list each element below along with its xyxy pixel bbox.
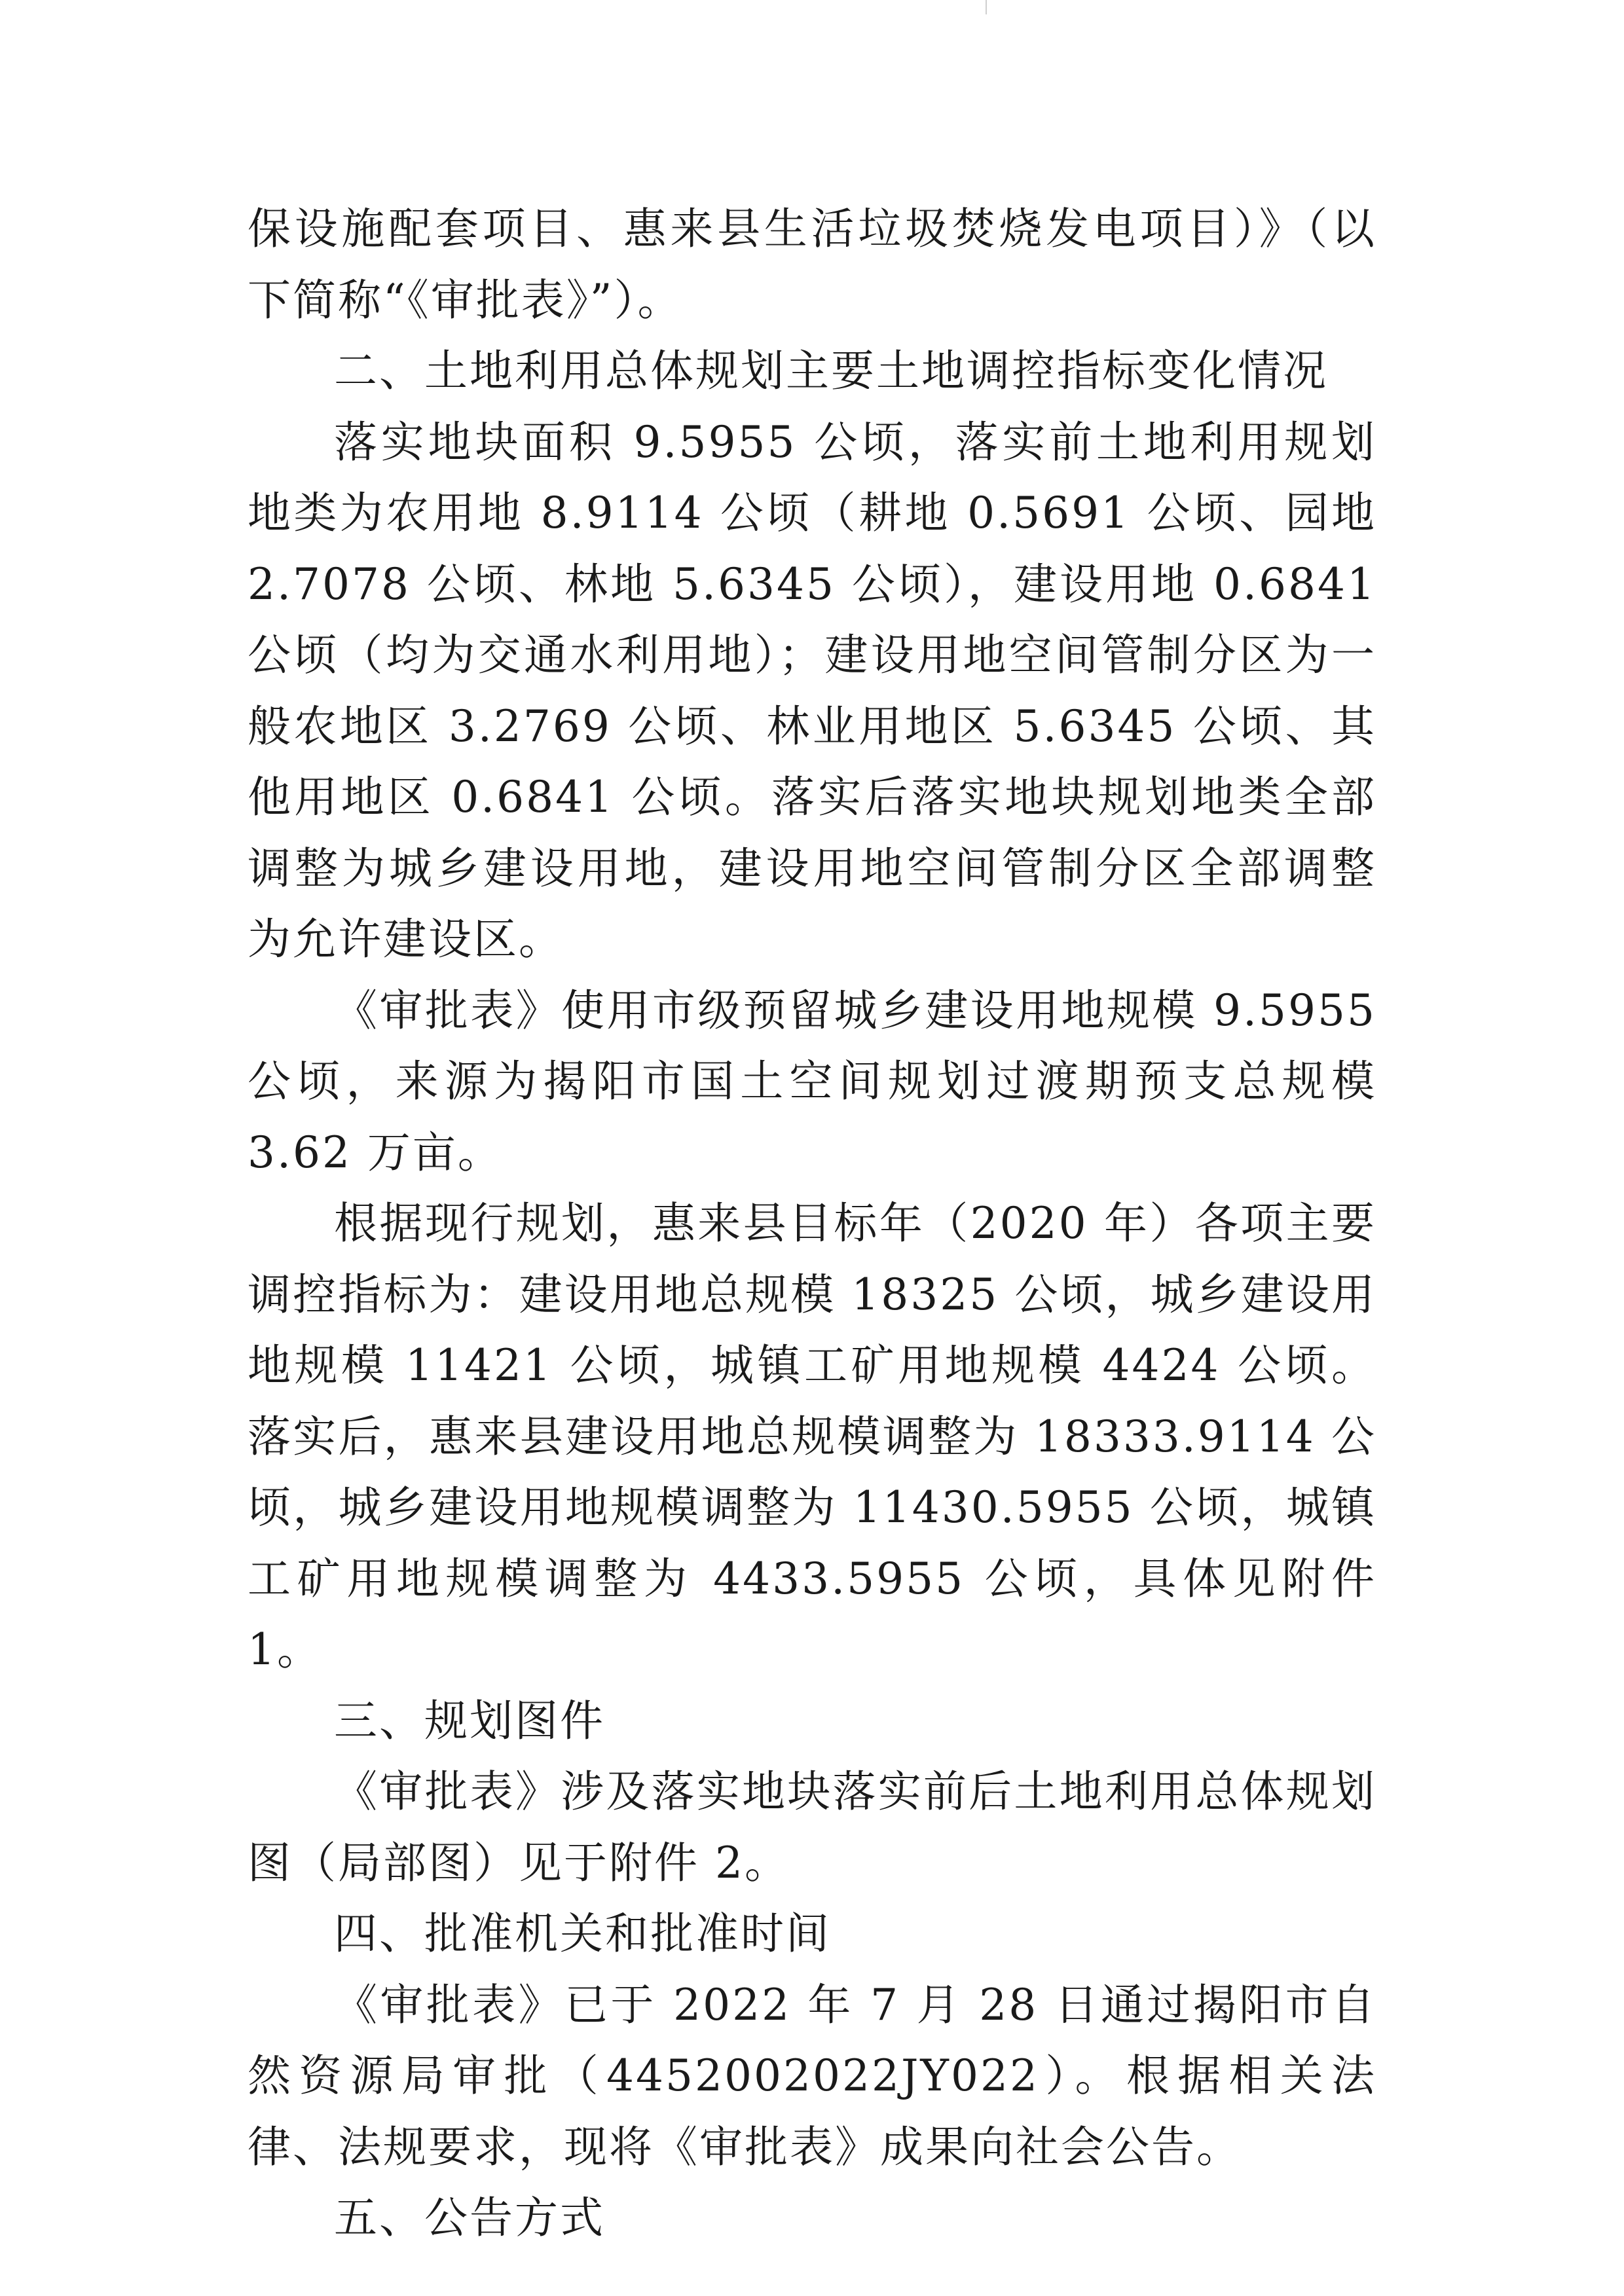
paragraph-reserved-scale: 《审批表》使用市级预留城乡建设用地规模 9.5955 公顷，来源为揭阳市国土空间规划过渡期预支总规模 3.62 万亩。 xyxy=(248,985,1376,1178)
paragraph-area-details: 落实地块面积 9.5955 公顷，落实前土地利用规划地类为农用地 8.9114 公顷（耕地 0.5691 公顷、园地 2.7078 公顷、林地 5.6345 公顷），建设用地 0.6841 公顷（均为交通水利用地）；建设用地空间管制分区为一般农地区 3.2769 公顷、林业用地区 5.6345 公顷、其他用地区 0.6841 公顷。落实后落实地块规划地类全部调整为城乡建设用地，建设用地空间管制分区全部调整为允许建设区。 xyxy=(248,416,1376,964)
paragraph-continuation: 保设施配套项目、惠来县生活垃圾焚烧发电项目）》（以下简称“《审批表》”）。 xyxy=(248,204,1376,325)
paragraph-approval: 《审批表》已于 2022 年 7 月 28 日通过揭阳市自然资源局审批（4452002022JY022）。根据相关法律、法规要求，现将《审批表》成果向社会公告。 xyxy=(248,1979,1376,2172)
document-body xyxy=(248,194,1376,2254)
section-heading-5: 五、公告方式 xyxy=(334,2193,605,2243)
section-heading-3: 三、规划图件 xyxy=(334,1695,605,1746)
section-heading-2: 二、土地利用总体规划主要土地调控指标变化情况 xyxy=(334,346,1328,396)
paragraph-planning-maps: 《审批表》涉及落实地块落实前后土地利用总体规划图（局部图）见于附件 2。 xyxy=(248,1766,1376,1888)
section-heading-4: 四、批准机关和批准时间 xyxy=(334,1908,831,1959)
scan-artifact xyxy=(986,0,987,14)
paragraph-control-indicators: 根据现行规划，惠来县目标年（2020 年）各项主要调控指标为：建设用地总规模 18325 公顷，城乡建设用地规模 11421 公顷，城镇工矿用地规模 4424 公顷。落实后，惠来县建设用地总规模调整为 18333.9114 公顷，城乡建设用地规模调整为 11430.5955 公顷，城镇工矿用地规模调整为 4433.5955 公顷，具体见附件 1。 xyxy=(248,1198,1376,1675)
